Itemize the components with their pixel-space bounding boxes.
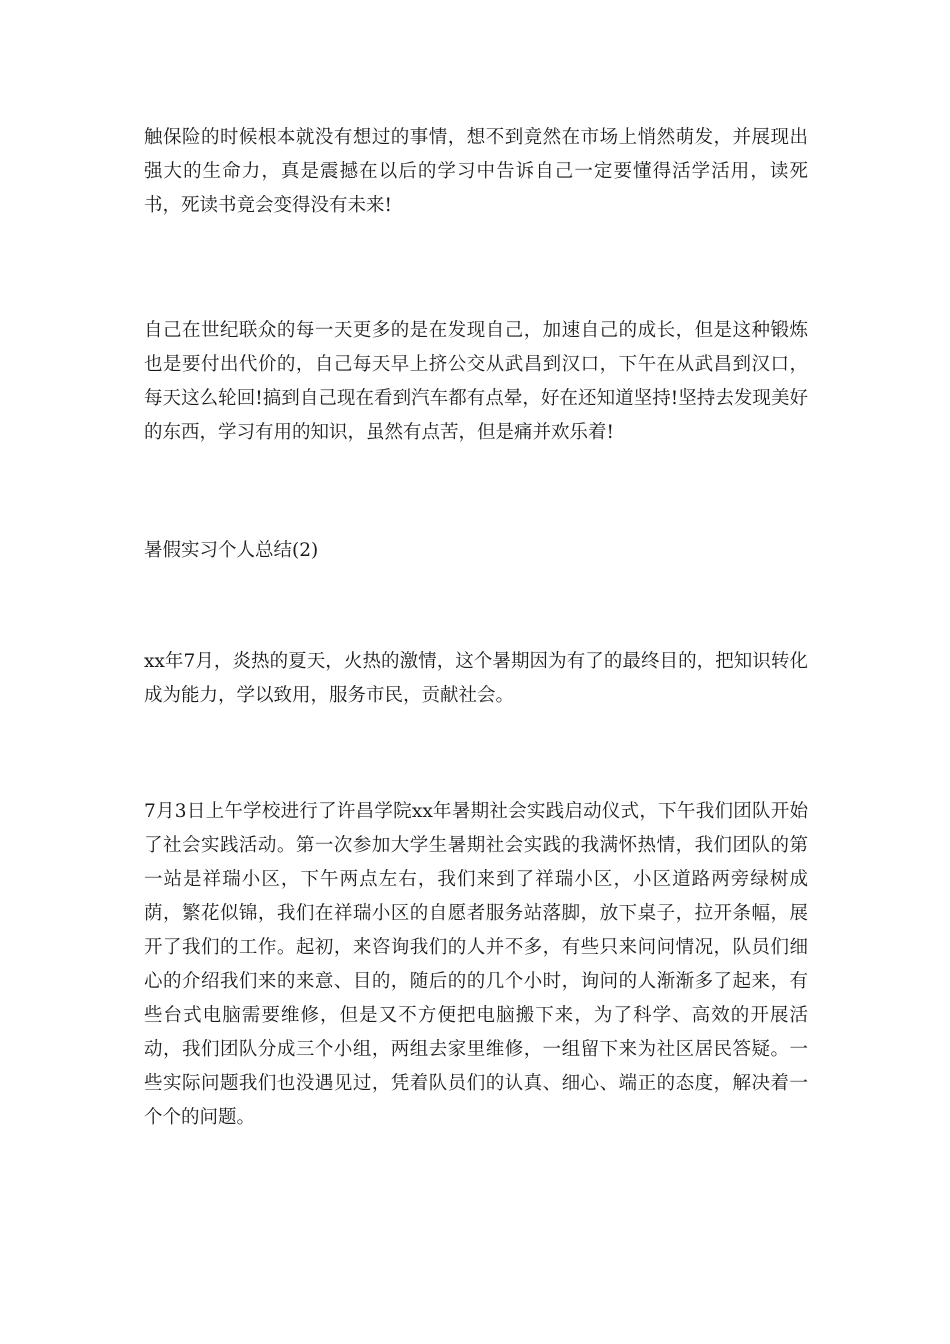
paragraph-spacer — [144, 450, 808, 534]
paragraph-3: xx年7月，炎热的夏天，火热的激情，这个暑期因为有了的最终目的，把知识转化成为能力，学以致用，服务市民，贡献社会。 — [144, 651, 808, 706]
paragraph-spacer — [144, 568, 808, 645]
paragraph-spacer — [144, 713, 808, 795]
document-page — [144, 121, 808, 1135]
section-heading: 暑假实习个人总结(2) — [144, 540, 319, 561]
paragraph-spacer — [144, 223, 808, 314]
paragraph-1: 触保险的时候根本就没有想过的事情，想不到竟然在市场上悄然萌发，并展现出强大的生命力，真是震撼在以后的学习中告诉自己一定要懂得活学活用，读死书，死读书竟会变得没有未来! — [144, 127, 808, 216]
paragraph-2: 自己在世纪联众的每一天更多的是在发现自己，加速自己的成长，但是这种锻炼也是要付出代价的，自己每天早上挤公交从武昌到汉口，下午在从武昌到汉口，每天这么轮回!搞到自己现在看到汽车都有点晕，好在还知道坚持!坚持去发现美好的东西，学习有用的知识，虽然有点苦，但是痛并欢乐着! — [144, 320, 808, 443]
paragraph-4: 7月3日上午学校进行了许昌学院xx年暑期社会实践启动仪式，下午我们团队开始了社会实践活动。第一次参加大学生暑期社会实践的我满怀热情，我们团队的第一站是祥瑞小区，下午两点左右，我们来到了祥瑞小区，小区道路两旁绿树成荫，繁花似锦，我们在祥瑞小区的自愿者服务站落脚，放下桌子，拉开条幅，展开了我们的工作。起初，来咨询我们的人并不多，有些只来问问情况，队员们细心的介绍我们来的来意、目的，随后的的几个小时，询问的人渐渐多了起来，有些台式电脑需要维修，但是又不方便把电脑搬下来，为了科学、高效的开展活动，我们团队分成三个小组，两组去家里维修，一组留下来为社区居民答疑。一些实际问题我们也没遇见过，凭着队员们的认真、细心、端正的态度，解决着一个个的问题。 — [144, 801, 808, 1128]
